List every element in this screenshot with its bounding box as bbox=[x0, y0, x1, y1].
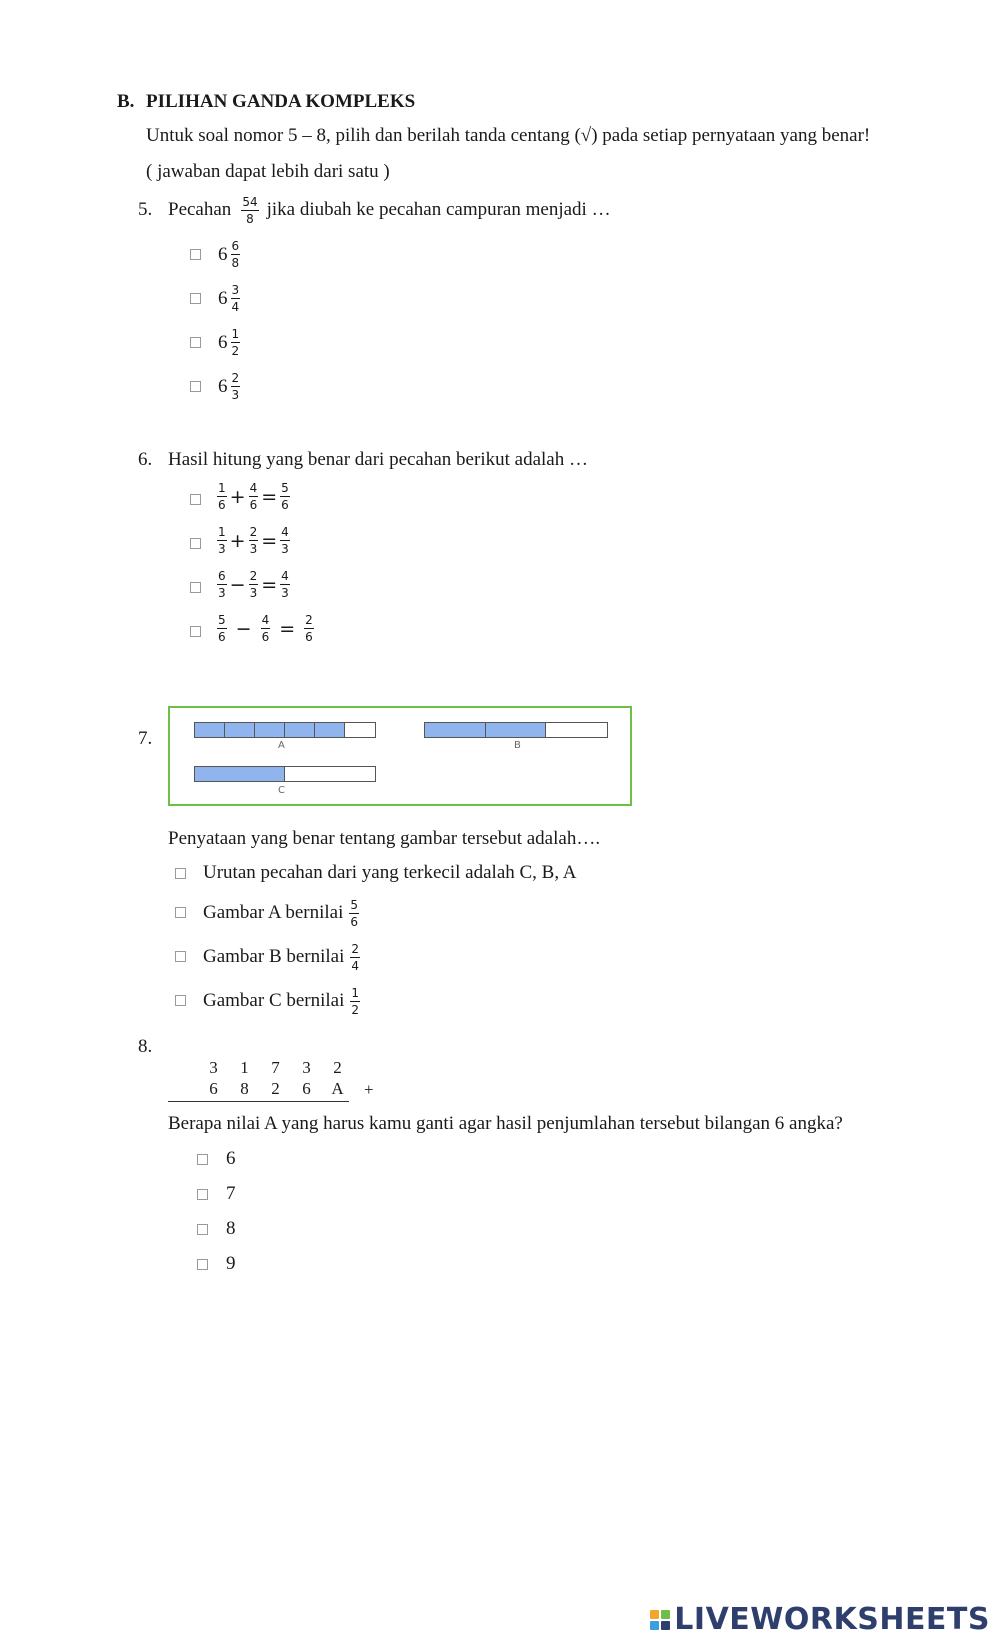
fraction bbox=[350, 943, 360, 972]
frac-den: 6 bbox=[281, 498, 289, 512]
frac-num: 2 bbox=[249, 569, 258, 583]
digit: 2 bbox=[271, 1079, 280, 1098]
q6-option-2 bbox=[216, 526, 291, 555]
q6-text: Hasil hitung yang benar dari pecahan berikut adalah … bbox=[168, 449, 588, 470]
operator: − bbox=[235, 617, 252, 640]
frac-den: 6 bbox=[218, 498, 226, 512]
frac-num: 1 bbox=[351, 985, 360, 1000]
q5-fraction-den: 8 bbox=[246, 211, 254, 226]
operator: + bbox=[229, 529, 246, 552]
q8-option-4: 9 bbox=[226, 1253, 236, 1274]
q5-text-before: Pecahan bbox=[168, 199, 232, 220]
bar-c bbox=[194, 766, 376, 782]
frac-den: 3 bbox=[231, 388, 240, 402]
q5-prompt bbox=[168, 191, 611, 229]
frac-num: 2 bbox=[249, 525, 258, 539]
bar-a bbox=[194, 722, 376, 738]
liveworksheets-logo[interactable] bbox=[650, 1602, 990, 1637]
frac-num: 4 bbox=[261, 613, 270, 627]
frac-den: 3 bbox=[249, 586, 258, 600]
frac-den: 3 bbox=[218, 586, 226, 600]
equals: = bbox=[261, 529, 278, 552]
q6-option-4-checkbox[interactable] bbox=[190, 626, 201, 637]
q6-option-3 bbox=[216, 570, 291, 599]
bar-c-label: C bbox=[278, 785, 285, 796]
q5-option-3-checkbox[interactable] bbox=[190, 337, 201, 348]
q5-option-3 bbox=[218, 328, 241, 357]
frac-num: 5 bbox=[350, 897, 358, 912]
q6-number: 6. bbox=[138, 449, 153, 470]
frac-den: 2 bbox=[351, 1002, 360, 1017]
q5-option-1 bbox=[218, 240, 241, 269]
frac-den: 3 bbox=[281, 542, 289, 556]
mixed-whole: 6 bbox=[218, 243, 228, 265]
q7-option-2-checkbox[interactable] bbox=[175, 907, 186, 918]
frac-num: 4 bbox=[281, 569, 289, 583]
q7-option-1: Urutan pecahan dari yang terkecil adalah C, B, A bbox=[203, 862, 577, 883]
bar-a-segment-4 bbox=[285, 723, 315, 737]
fraction bbox=[249, 526, 259, 555]
digit: A bbox=[331, 1079, 344, 1098]
frac-num: 2 bbox=[231, 371, 240, 385]
bar-a-label: A bbox=[278, 740, 285, 751]
q5-fraction bbox=[241, 196, 258, 225]
bar-b-segment-3 bbox=[546, 723, 607, 737]
q5-option-1-checkbox[interactable] bbox=[190, 249, 201, 260]
option-text: Gambar B bernilai bbox=[203, 946, 345, 967]
q7-option-3-checkbox[interactable] bbox=[175, 951, 186, 962]
fraction bbox=[280, 570, 290, 599]
q8-option-3: 8 bbox=[226, 1218, 236, 1239]
mixed-whole: 6 bbox=[218, 375, 228, 397]
bar-b-segment-2 bbox=[486, 723, 547, 737]
q8-option-3-checkbox[interactable] bbox=[197, 1224, 208, 1235]
bar-a-segment-3 bbox=[255, 723, 285, 737]
q8-text: Berapa nilai A yang harus kamu ganti agar hasil penjumlahan tersebut bilangan 6 angka? bbox=[168, 1113, 843, 1134]
frac-den: 6 bbox=[305, 630, 313, 644]
q7-option-4 bbox=[203, 983, 361, 1019]
digit: 1 bbox=[240, 1058, 249, 1077]
q5-option-2 bbox=[218, 284, 241, 313]
fraction bbox=[217, 570, 227, 599]
q8-sum-line bbox=[168, 1101, 349, 1102]
fraction bbox=[349, 899, 359, 928]
frac-den: 4 bbox=[351, 958, 360, 973]
frac-num: 1 bbox=[231, 327, 240, 341]
frac-den: 3 bbox=[281, 586, 289, 600]
frac-den: 6 bbox=[218, 630, 226, 644]
q5-text-after: jika diubah ke pecahan campuran menjadi … bbox=[266, 199, 611, 220]
frac-num: 6 bbox=[231, 239, 240, 253]
q7-option-2 bbox=[203, 895, 360, 931]
frac-den: 4 bbox=[231, 300, 240, 314]
bar-b bbox=[424, 722, 608, 738]
frac-num: 1 bbox=[218, 525, 226, 539]
q5-fraction-num: 54 bbox=[242, 194, 258, 209]
mixed-fraction bbox=[231, 328, 241, 357]
q6-option-1-checkbox[interactable] bbox=[190, 494, 201, 505]
q8-option-2: 7 bbox=[226, 1183, 236, 1204]
bar-b-segment-1 bbox=[425, 723, 486, 737]
mixed-fraction bbox=[231, 372, 241, 401]
fraction bbox=[217, 526, 227, 555]
q8-option-4-checkbox[interactable] bbox=[197, 1259, 208, 1270]
equals: = bbox=[261, 573, 278, 596]
fraction bbox=[249, 482, 259, 511]
digit: 6 bbox=[302, 1079, 311, 1098]
frac-num: 1 bbox=[218, 481, 226, 495]
bar-a-segment-5 bbox=[315, 723, 345, 737]
fraction bbox=[217, 614, 227, 643]
fraction bbox=[304, 614, 314, 643]
instruction-note: ( jawaban dapat lebih dari satu ) bbox=[146, 161, 390, 182]
mixed-fraction bbox=[231, 284, 241, 313]
logo-text: LIVEWORKSHEETS bbox=[674, 1602, 990, 1637]
bar-a-segment-2 bbox=[225, 723, 255, 737]
q8-option-2-checkbox[interactable] bbox=[197, 1189, 208, 1200]
operator: − bbox=[229, 573, 246, 596]
bar-a-segment-6 bbox=[345, 723, 375, 737]
frac-den: 6 bbox=[350, 914, 358, 929]
section-title: PILIHAN GANDA KOMPLEKS bbox=[146, 91, 416, 112]
q7-figure bbox=[168, 706, 632, 806]
digit: 3 bbox=[209, 1058, 218, 1077]
frac-den: 2 bbox=[231, 344, 240, 358]
q7-option-3 bbox=[203, 939, 361, 975]
q5-option-4-checkbox[interactable] bbox=[190, 381, 201, 392]
digit: 6 bbox=[209, 1079, 218, 1098]
q7-statement: Penyataan yang benar tentang gambar tersebut adalah…. bbox=[168, 828, 601, 849]
frac-den: 3 bbox=[218, 542, 226, 556]
option-text: Gambar C bernilai bbox=[203, 990, 345, 1011]
fraction bbox=[280, 526, 290, 555]
instruction-text: Untuk soal nomor 5 – 8, pilih dan berilah tanda centang (√) pada setiap pernyataan yang benar! bbox=[146, 125, 871, 146]
frac-num: 5 bbox=[218, 613, 226, 627]
fraction bbox=[217, 482, 227, 511]
bar-c-segment-1 bbox=[195, 767, 285, 781]
q7-number: 7. bbox=[138, 728, 153, 749]
digit: 7 bbox=[271, 1058, 280, 1077]
equals: = bbox=[279, 617, 296, 640]
mixed-whole: 6 bbox=[218, 287, 228, 309]
digit: 2 bbox=[333, 1058, 342, 1077]
bar-a-segment-1 bbox=[195, 723, 225, 737]
frac-num: 2 bbox=[351, 941, 360, 956]
q7-option-1-checkbox[interactable] bbox=[175, 868, 186, 879]
frac-den: 8 bbox=[231, 256, 240, 270]
frac-den: 6 bbox=[249, 498, 258, 512]
q6-option-3-checkbox[interactable] bbox=[190, 582, 201, 593]
frac-num: 3 bbox=[231, 283, 240, 297]
bar-b-label: B bbox=[514, 740, 521, 751]
frac-num: 5 bbox=[281, 481, 289, 495]
fraction bbox=[280, 482, 290, 511]
logo-grid-icon bbox=[650, 1610, 670, 1630]
q8-plus-sign: + bbox=[364, 1080, 374, 1099]
section-label: B. bbox=[117, 91, 135, 112]
operator: + bbox=[229, 485, 246, 508]
q7-option-4-checkbox[interactable] bbox=[175, 995, 186, 1006]
q8-number: 8. bbox=[138, 1036, 153, 1057]
fraction bbox=[249, 570, 259, 599]
mixed-whole: 6 bbox=[218, 331, 228, 353]
frac-num: 4 bbox=[249, 481, 258, 495]
frac-den: 6 bbox=[261, 630, 270, 644]
frac-num: 4 bbox=[281, 525, 289, 539]
bar-c-segment-2 bbox=[285, 767, 375, 781]
q6-option-2-checkbox[interactable] bbox=[190, 538, 201, 549]
q6-option-1 bbox=[216, 482, 291, 511]
fraction bbox=[261, 614, 271, 643]
q8-addend-row-2 bbox=[198, 1079, 353, 1099]
digit: 8 bbox=[240, 1079, 249, 1098]
mixed-fraction bbox=[231, 240, 241, 269]
equals: = bbox=[261, 485, 278, 508]
frac-num: 6 bbox=[218, 569, 226, 583]
q5-number: 5. bbox=[138, 199, 153, 220]
frac-num: 2 bbox=[305, 613, 313, 627]
q8-addend-row-1 bbox=[198, 1058, 353, 1078]
fraction bbox=[350, 987, 360, 1016]
q8-option-1: 6 bbox=[226, 1148, 236, 1169]
digit: 3 bbox=[302, 1058, 311, 1077]
q5-option-2-checkbox[interactable] bbox=[190, 293, 201, 304]
q5-option-4 bbox=[218, 372, 241, 401]
frac-den: 3 bbox=[249, 542, 258, 556]
q6-option-4 bbox=[216, 614, 315, 643]
option-text: Gambar A bernilai bbox=[203, 902, 344, 923]
q8-option-1-checkbox[interactable] bbox=[197, 1154, 208, 1165]
